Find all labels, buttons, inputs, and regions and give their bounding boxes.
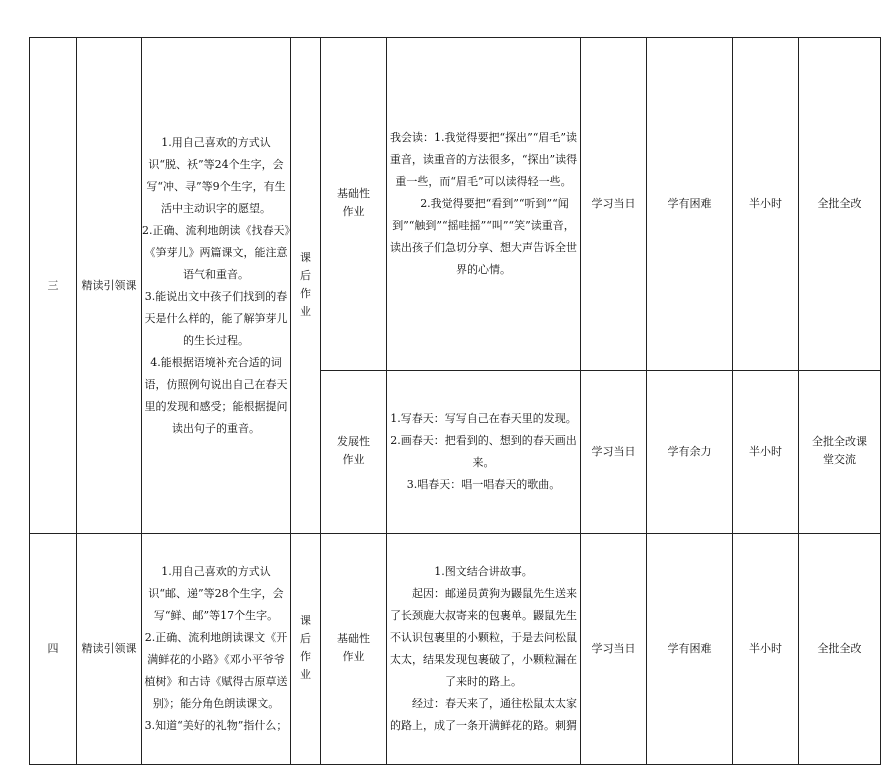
table-row <box>30 38 881 371</box>
goal-item: 4.能根据语境补充合适的词语，仿照例句说出自己在春天里的发现和感受；能根据提问读出句子的重音。 <box>144 355 288 435</box>
content-para: 起因：邮递员黄狗为鼹鼠先生送来了长颈鹿大叔寄来的包裹单。鼹鼠先生不认识包裹里的小颗粒，于是去问松鼠太太，结果发现包裹破了，小颗粒漏在了来时的路上。 <box>390 587 577 688</box>
content-para: 2.画春天：把看到的、想到的春天画出来。 <box>390 434 577 469</box>
homework-when: 学习当日 <box>581 38 647 371</box>
homework-time-label: 课后作业 <box>300 614 311 681</box>
lesson-goals <box>142 534 291 765</box>
homework-content <box>387 371 581 534</box>
homework-when: 学习当日 <box>581 534 647 765</box>
content-para: 3.唱春天：唱一唱春天的歌曲。 <box>406 478 561 491</box>
homework-duration: 半小时 <box>733 371 799 534</box>
goal-item: 2.正确、流利地朗读《找春天》《笋芽儿》两篇课文，能注意语气和重音。 <box>142 223 290 281</box>
homework-plan-table <box>29 37 881 765</box>
goal-item: 3.能说出文中孩子们找到的春天是什么样的，能了解笋芽儿的生长过程。 <box>144 289 288 347</box>
homework-category-cell <box>321 371 387 534</box>
homework-time-cell <box>291 38 321 534</box>
homework-category-cell <box>321 534 387 765</box>
homework-grading <box>799 371 881 534</box>
homework-when: 学习当日 <box>581 371 647 534</box>
homework-grading: 全批全改 <box>799 534 881 765</box>
content-para: 2.我觉得要把“看到”“听到”“闻到”“触到”“摇哇摇”“叫”“笑”读重音，读出孩子们急切分享、想大声告诉全世界的心情。 <box>390 197 577 276</box>
table-row <box>30 534 881 765</box>
homework-content <box>387 534 581 765</box>
content-para: 我会读：1.我觉得要把“探出”“眉毛”读重音，读重音的方法很多，“探出”读得重一些，而“眉毛”可以读得轻一些。 <box>389 131 578 188</box>
homework-target: 学有困难 <box>647 38 733 371</box>
lesson-type: 精读引领课 <box>77 38 142 534</box>
lesson-number: 四 <box>30 534 77 765</box>
homework-duration: 半小时 <box>733 38 799 371</box>
goal-item: 1.用自己喜欢的方式认识“邮、递”等28个生字，会写“鲜、邮”等17个生字。 <box>148 565 284 622</box>
homework-content <box>387 38 581 371</box>
goal-item: 1.用自己喜欢的方式认识“脱、袄”等24个生字，会写“冲、寻”等9个生字，有生活中主动识字的愿望。 <box>146 135 286 215</box>
content-para: 经过：春天来了，通往松鼠太太家的路上，成了一条开满鲜花的路。刺猬 <box>390 697 577 732</box>
homework-category-cell <box>321 38 387 371</box>
homework-time-label: 课后作业 <box>300 250 311 318</box>
homework-category: 基础性作业 <box>337 187 370 218</box>
content-para: 1.写春天：写写自己在春天里的发现。 <box>390 412 577 425</box>
homework-category: 基础性作业 <box>337 632 370 663</box>
homework-category: 发展性作业 <box>337 435 370 466</box>
goal-item: 3.知道“美好的礼物”指什么； <box>144 719 288 732</box>
lesson-goals <box>142 38 291 534</box>
lesson-type: 精读引领课 <box>77 534 142 765</box>
lesson-number: 三 <box>30 38 77 534</box>
homework-duration: 半小时 <box>733 534 799 765</box>
homework-grading-label: 全批全改课堂交流 <box>812 435 867 466</box>
homework-target: 学有余力 <box>647 371 733 534</box>
content-para: 1.图文结合讲故事。 <box>434 565 533 578</box>
homework-time-cell <box>291 534 321 765</box>
homework-grading: 全批全改 <box>799 38 881 371</box>
goal-item: 2.正确、流利地朗读课文《开满鲜花的小路》《邓小平爷爷植树》和古诗《赋得古原草送别》；能分角色朗读课文。 <box>144 631 288 710</box>
homework-target: 学有困难 <box>647 534 733 765</box>
